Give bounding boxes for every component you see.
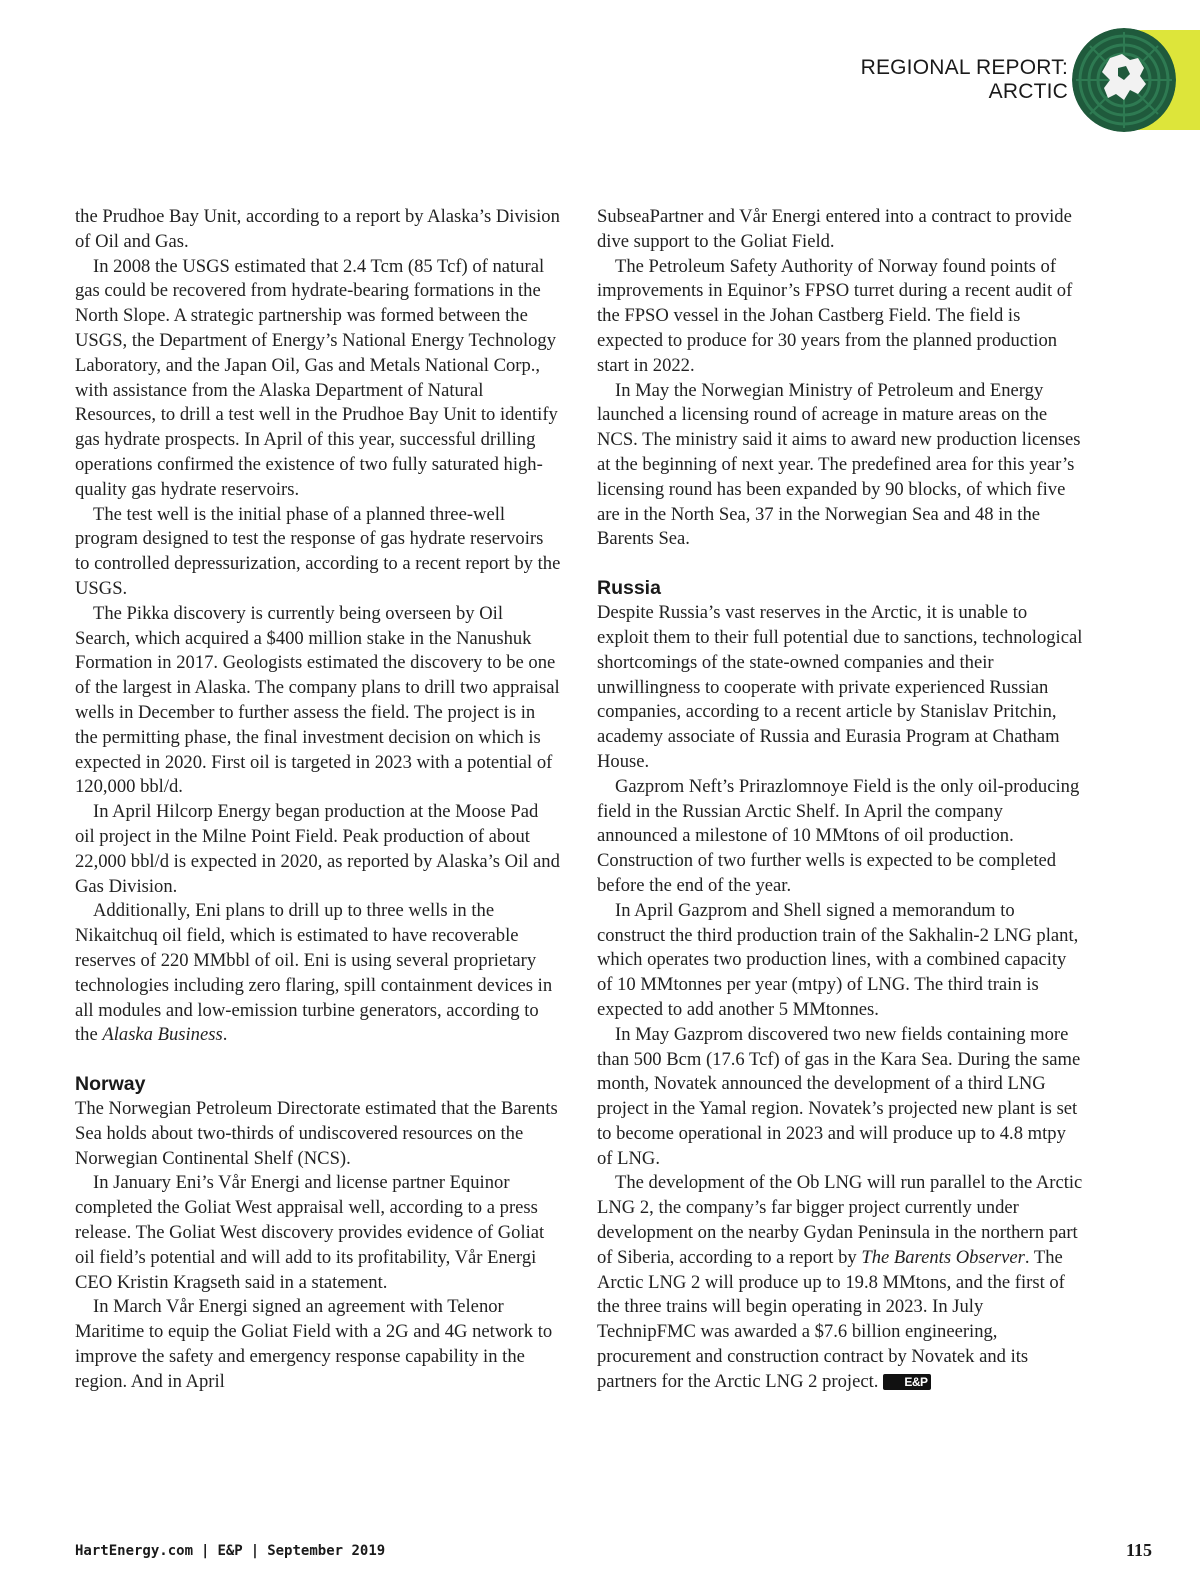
footer-separator: | [201,1543,210,1559]
source-title: The Barents Observer [861,1246,1025,1268]
source-title: Alaska Business [102,1024,223,1046]
paragraph: In January Eni’s Vår Energi and license partner Equinor completed the Goliat West appraisal well, according to a press release. The Goliat West discovery provides evidence of Goliat oil field’s potential and will add to its profitability, Vår Energi CEO Kristin Kragseth said in a statement. [75,1172,545,1293]
paragraph-text: Additionally, Eni plans to drill up to three wells in the Nikaitchuq oil field, which is estimated to have recoverable reserves of 220 MMbbl of oil. Eni is using several proprietary technologies including zero flaring, spill containment devices in all modules and low-emission turbine generators, according to the [75,900,553,1046]
paragraph: In April Hilcorp Energy began production at the Moose Pad oil project in the Milne Point Field. Peak production of about 22,000 bbl/d is expected in 2020, as reported by Alaska’s Oil and Gas Division. [75,801,560,897]
paragraph: SubseaPartner and Vår Energi entered into a contract to provide dive support to the Goliat Field. [597,206,1072,252]
paragraph: The Norwegian Petroleum Directorate estimated that the Barents Sea holds about two-thirds of undiscovered resources on the Norwegian Continental Shelf (NCS). [75,1098,558,1169]
end-mark-logo: E&P [883,1374,930,1390]
left-column [75,205,561,1395]
footer-publication: E&P [217,1543,243,1559]
footer-separator: | [250,1543,260,1559]
paragraph-text: The development of the Ob LNG will run parallel to the Arctic LNG 2, the company’s far bigger project currently under development on the nearby Gydan Peninsula in the northern part of Siberia, according to a report by [597,1172,1083,1268]
paragraph: The Pikka discovery is currently being overseen by Oil Search, which acquired a $400 million stake in the Nanushuk Formation in 2017. Geologists estimated the discovery to be one of the largest in Alaska. The company plans to drill two appraisal wells in December to further assess the field. The project is in the permitting phase, the final investment decision on which is expected in 2020. First oil is targeted in 2023 with a potential of 120,000 bbl/d. [75,602,560,798]
section-title [861,56,1068,104]
footer [75,1543,385,1559]
paragraph: Despite Russia’s vast reserves in the Arctic, it is unable to exploit them to their full potential due to sanctions, technological shortcomings of the state-owned companies and their unwillingness to cooperate with private experienced Russian companies, according to a recent article by Stanislav Pritchin, academy associate of Russia and Eurasia Program at Chatham House. [597,602,1083,772]
paragraph [597,1171,1083,1394]
paragraph-end: . [222,1024,228,1046]
paragraph: In April Gazprom and Shell signed a memorandum to construct the third production train of the Sakhalin-2 LNG plant, which operates two production lines, with a combined capacity of 10 MMtonnes per year (mtpy) of LNG. The third train is expected to add another 5 MMtonnes. [597,899,1079,1020]
paragraph: In 2008 the USGS estimated that 2.4 Tcm (85 Tcf) of natural gas could be recovered from hydrate-bearing formations in the North Slope. A strategic partnership was formed between the USGS, the Department of Energy’s National Energy Technology Laboratory, and the Japan Oil, Gas and Metals National Corp., with assistance from the Alaska Department of Natural Resources, to drill a test well in the Prudhoe Bay Unit to identify gas hydrate prospects. In April of this year, successful drilling operations confirmed the existence of two fully saturated high-quality gas hydrate reservoirs. [75,255,558,500]
paragraph: In May Gazprom discovered two new fields containing more than 500 Bcm (17.6 Tcf) of gas in the Kara Sea. During the same month, Novatek announced the development of a third LNG project in the Yamal region. Novatek’s projected new plant is set to become operational in 2023 and will produce up to 4.8 mtpy of LNG. [597,1023,1081,1169]
page-number: 115 [1125,1540,1152,1560]
section-title-line2: ARCTIC [988,80,1068,103]
right-column [597,205,1083,1395]
section-title-line1: REGIONAL REPORT: [860,56,1068,79]
paragraph: the Prudhoe Bay Unit, according to a report by Alaska’s Division of Oil and Gas. [75,206,560,252]
section-heading-norway: Norway [75,1073,146,1096]
paragraph [75,899,561,1048]
paragraph: The Petroleum Safety Authority of Norway found points of improvements in Equinor’s FPSO turret during a recent audit of the FPSO vessel in the Johan Castberg Field. The field is expected to produce for 30 years from the planned production start in 2022. [597,255,1073,376]
paragraph: The test well is the initial phase of a planned three-well program designed to test the response of gas hydrate reservoirs to controlled depressurization, according to a recent report by the USGS. [75,503,561,599]
section-heading-russia: Russia [597,577,661,600]
footer-site: HartEnergy.com [75,1543,194,1559]
paragraph: In March Vår Energi signed an agreement with Telenor Maritime to equip the Goliat Field with a 2G and 4G network to improve the safety and emergency response capability in the region. And in April [75,1296,553,1392]
paragraph: In May the Norwegian Ministry of Petroleum and Energy launched a licensing round of acreage in mature areas on the NCS. The ministry said it aims to award new production licenses at the beginning of next year. The predefined area for this year’s licensing round has been expanded by 90 blocks, of which five are in the North Sea, 37 in the Norwegian Sea and 48 in the Barents Sea. [597,379,1081,550]
footer-issue: September 2019 [267,1543,386,1559]
paragraph-text: . The Arctic LNG 2 will produce up to 19.8 MMtons, and the first of the three trains will begin operating in 2023. In July TechnipFMC was awarded a $7.6 billion engineering, procurement and construction contract by Novatek and its partners for the Arctic LNG 2 project. [597,1246,1065,1392]
paragraph: Gazprom Neft’s Prirazlomnoye Field is the only oil-producing field in the Russian Arctic Shelf. In April the company announced a milestone of 10 MMtons of oil production. Construction of two further wells is expected to be completed before the end of the year. [597,775,1080,896]
arctic-globe-icon [1072,28,1176,132]
